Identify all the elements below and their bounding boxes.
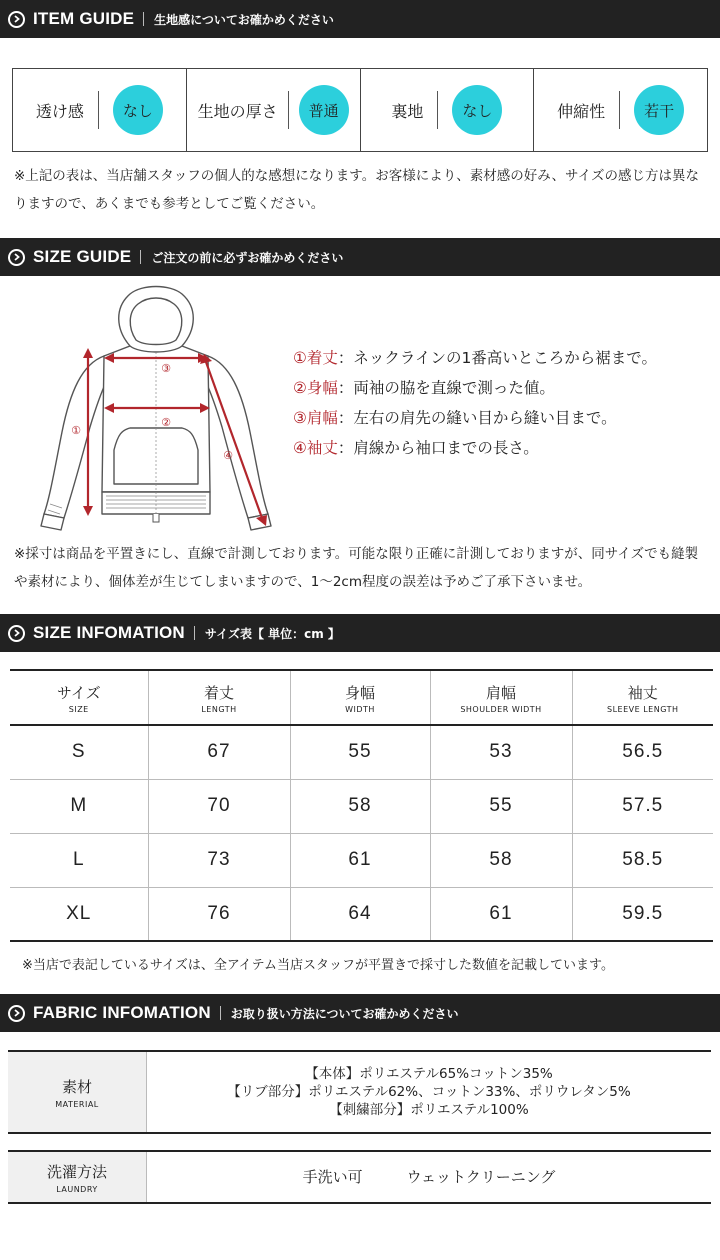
divider (98, 91, 99, 129)
cell-width: 55 (290, 725, 430, 779)
cell-length: 76 (148, 887, 290, 941)
chevron-right-circle-icon (8, 1005, 25, 1022)
marker-shoulder: ③ (161, 362, 171, 375)
material-label-en: MATERIAL (55, 1099, 99, 1109)
desc-length (293, 346, 657, 368)
header-size: サイズ SIZE (10, 670, 148, 725)
item-guide-table (12, 68, 708, 152)
table-row (10, 833, 713, 887)
desc-sleeve (293, 436, 539, 458)
laundry-header (8, 1152, 147, 1202)
cell-shoulder: 58 (430, 833, 572, 887)
section-subtitle: お取り扱い方法についてお確かめください (230, 1006, 459, 1021)
desc-key: ③肩幅 (293, 409, 338, 427)
material-line: 【リブ部分】ポリエステル62%、コットン33%、ポリウレタン5% (227, 1084, 631, 1100)
cell-size: S (10, 725, 148, 779)
material-line: 【刺繍部分】ポリエステル100% (329, 1102, 529, 1118)
cell-size: XL (10, 887, 148, 941)
material-header (8, 1052, 147, 1132)
divider (143, 12, 144, 26)
laundry-content (147, 1152, 711, 1202)
cell-length: 67 (148, 725, 290, 779)
section-subtitle: サイズ表【 単位：cm 】 (204, 626, 340, 641)
guide-cell-lining (361, 69, 535, 151)
cell-sleeve: 57.5 (622, 795, 664, 816)
desc-text: ：肩線から袖口までの長さ。 (337, 439, 539, 457)
cell-shoulder: 53 (430, 725, 572, 779)
item-guide-header (0, 0, 720, 38)
section-subtitle: ご注文の前に必ずお確かめください (151, 250, 344, 265)
cell-width: 58 (290, 779, 430, 833)
size-table (10, 669, 713, 942)
desc-text: ：ネックラインの1番高いところから裾まで。 (337, 349, 657, 367)
guide-value-badge: なし (452, 85, 502, 135)
desc-key: ②身幅 (293, 379, 338, 397)
desc-text: ：両袖の脇を直線で測った値。 (337, 379, 555, 397)
marker-width: ② (161, 416, 171, 429)
size-guide-note: ※採寸は商品を平置きにし、直線で計測しております。可能な限り正確に計測しておりますが、同サイズでも縫製や素材により、個体差が生じてしまいますので、1〜2cm程度の誤差は予めご了承下さいませ。 (14, 546, 699, 590)
cell-shoulder: 55 (430, 779, 572, 833)
desc-text: ：左右の肩先の縫い目から縫い目まで。 (337, 409, 617, 427)
hoodie-diagram (30, 282, 280, 532)
section-title: SIZE GUIDE (33, 247, 132, 266)
material-content (147, 1052, 711, 1132)
guide-value-badge: 普通 (299, 85, 349, 135)
cell-size: M (10, 779, 148, 833)
divider (194, 626, 195, 640)
cell-length: 73 (148, 833, 290, 887)
cell-size: L (10, 833, 148, 887)
laundry-label: 洗濯方法 (46, 1162, 107, 1181)
cell-sleeve: 59.5 (622, 902, 664, 924)
material-line: 【本体】ポリエステル65%コットン35% (305, 1066, 553, 1082)
cell-sleeve: 56.5 (622, 741, 664, 763)
table-row (10, 779, 713, 833)
guide-value-badge: 若干 (634, 85, 684, 135)
laundry-label-en: LAUNDRY (56, 1184, 98, 1194)
guide-cell-thickness (187, 69, 361, 151)
laundry-item: 手洗い可 (302, 1168, 363, 1186)
marker-length: ① (71, 424, 81, 437)
table-row (10, 887, 713, 941)
header-shoulder: 肩幅 SHOULDER WIDTH (430, 670, 572, 725)
guide-value-badge: なし (113, 85, 163, 135)
divider (220, 1006, 221, 1020)
section-title: SIZE INFOMATION (33, 623, 185, 642)
size-info-note: ※当店で表記しているサイズは、全アイテム当店スタッフが平置きで採寸した数値を記載しています。 (22, 958, 614, 973)
guide-cell-transparency (13, 69, 187, 151)
table-row (10, 725, 713, 779)
cell-sleeve: 58.5 (622, 849, 664, 870)
guide-label: 透け感 (35, 101, 84, 121)
material-label: 素材 (61, 1077, 92, 1096)
chevron-right-circle-icon (8, 11, 25, 28)
laundry-row (8, 1150, 711, 1204)
table-header-row (10, 670, 713, 725)
cell-shoulder: 61 (430, 887, 572, 941)
cell-length: 70 (148, 779, 290, 833)
divider (288, 91, 289, 129)
size-guide-header (0, 238, 720, 276)
divider (140, 250, 141, 264)
chevron-right-circle-icon (8, 249, 25, 266)
marker-sleeve: ④ (223, 449, 233, 462)
chevron-right-circle-icon (8, 625, 25, 642)
header-sleeve: 袖丈 SLEEVE LENGTH (606, 683, 679, 714)
desc-width (293, 376, 555, 398)
header-width: 身幅 WIDTH (290, 670, 430, 725)
header-length: 着丈 LENGTH (148, 670, 290, 725)
guide-cell-stretch (534, 69, 707, 151)
fabric-info-header (0, 994, 720, 1032)
divider (619, 91, 620, 129)
material-row (8, 1050, 711, 1134)
desc-key: ④袖丈 (293, 439, 338, 457)
guide-label: 裏地 (391, 101, 424, 121)
guide-label: 伸縮性 (557, 101, 606, 121)
section-subtitle: 生地感についてお確かめください (154, 12, 334, 27)
laundry-item: ウェットクリーニング (406, 1168, 556, 1186)
cell-width: 61 (290, 833, 430, 887)
section-title: FABRIC INFOMATION (33, 1003, 211, 1022)
divider (437, 91, 438, 129)
desc-key: ①着丈 (293, 349, 338, 367)
desc-shoulder (293, 406, 617, 428)
item-guide-note: ※上記の表は、当店舗スタッフの個人的な感想になります。お客様により、素材感の好み、サイズの感じ方は異なりますので、あくまでも参考としてご覧ください。 (14, 168, 699, 212)
section-title: ITEM GUIDE (33, 9, 135, 28)
cell-width: 64 (290, 887, 430, 941)
size-info-header (0, 614, 720, 652)
guide-label: 生地の厚さ (197, 101, 278, 121)
